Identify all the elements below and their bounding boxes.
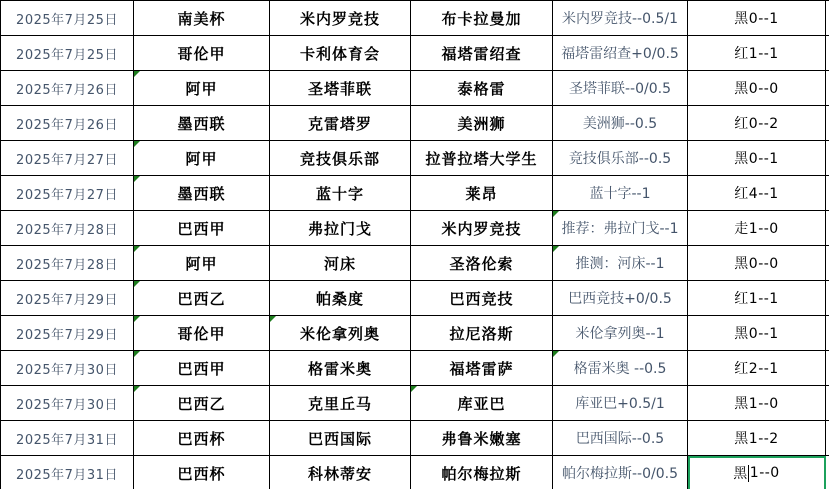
- cell-result[interactable]: 黑0--1: [688, 141, 826, 176]
- cell-flag-triangle-icon: [411, 386, 417, 392]
- cell-flag-triangle-icon: [134, 351, 140, 357]
- cell-date[interactable]: 2025年7月31日: [1, 456, 134, 489]
- cell-home[interactable]: 竞技俱乐部: [270, 141, 411, 176]
- cell-away[interactable]: 莱昂: [411, 176, 553, 211]
- result-text-before-cursor: 黑: [733, 466, 748, 482]
- cell-date[interactable]: 2025年7月30日: [1, 386, 134, 421]
- cell-away[interactable]: 福塔雷绍查: [411, 36, 553, 71]
- cell-home[interactable]: 帕桑度: [270, 281, 411, 316]
- cell-flag-triangle-icon: [553, 351, 559, 357]
- cell-home[interactable]: 巴西国际: [270, 421, 411, 456]
- cell-home[interactable]: 米伦拿列奥: [270, 316, 411, 351]
- cell-date[interactable]: 2025年7月25日: [1, 36, 134, 71]
- cell-result[interactable]: 黑0--1: [688, 1, 826, 36]
- cell-flag-triangle-icon: [134, 316, 140, 322]
- cell-away[interactable]: 美洲狮: [411, 106, 553, 141]
- cell-away[interactable]: 圣洛伦索: [411, 246, 553, 281]
- cell-date[interactable]: 2025年7月29日: [1, 316, 134, 351]
- cell-flag-triangle-icon: [134, 246, 140, 252]
- cell-league[interactable]: 阿甲: [134, 71, 270, 106]
- cell-away[interactable]: 帕尔梅拉斯: [411, 456, 553, 489]
- cell-result[interactable]: 黑1--0: [688, 386, 826, 421]
- cell-away[interactable]: 布卡拉曼加: [411, 1, 553, 36]
- cell-home[interactable]: 格雷米奥: [270, 351, 411, 386]
- cell-flag-triangle-icon: [134, 386, 140, 392]
- cell-league[interactable]: 墨西联: [134, 106, 270, 141]
- cell-league[interactable]: 哥伦甲: [134, 316, 270, 351]
- cell-away[interactable]: 拉普拉塔大学生: [411, 141, 553, 176]
- cell-prediction[interactable]: 库亚巴+0.5/1: [553, 386, 688, 421]
- cell-home[interactable]: 米内罗竞技: [270, 1, 411, 36]
- cell-prediction[interactable]: 蓝十字--1: [553, 176, 688, 211]
- cell-prediction[interactable]: 格雷米奥 --0.5: [553, 351, 688, 386]
- cell-away[interactable]: 泰格雷: [411, 71, 553, 106]
- cell-result[interactable]: 黑0--0: [688, 246, 826, 281]
- cell-result[interactable]: 走1--0: [688, 211, 826, 246]
- cell-prediction[interactable]: 福塔雷绍查+0/0.5: [553, 36, 688, 71]
- cell-result[interactable]: 红4--1: [688, 176, 826, 211]
- cell-prediction[interactable]: 巴西竞技+0/0.5: [553, 281, 688, 316]
- cell-league[interactable]: 巴西杯: [134, 421, 270, 456]
- cell-away[interactable]: 巴西竞技: [411, 281, 553, 316]
- cell-home[interactable]: 卡利体育会: [270, 36, 411, 71]
- cell-result[interactable]: 黑0--1: [688, 316, 826, 351]
- cell-league[interactable]: 阿甲: [134, 246, 270, 281]
- cell-result[interactable]: 红0--2: [688, 106, 826, 141]
- cell-prediction[interactable]: 美洲狮--0.5: [553, 106, 688, 141]
- cell-result[interactable]: 红2--1: [688, 351, 826, 386]
- cell-away[interactable]: 弗鲁米嫩塞: [411, 421, 553, 456]
- cell-prediction[interactable]: 圣塔菲联--0/0.5: [553, 71, 688, 106]
- cell-home[interactable]: 蓝十字: [270, 176, 411, 211]
- cell-away[interactable]: 福塔雷萨: [411, 351, 553, 386]
- cell-league[interactable]: 哥伦甲: [134, 36, 270, 71]
- cell-home[interactable]: 科林蒂安: [270, 456, 411, 489]
- result-text-after-cursor: 1--0: [749, 465, 780, 481]
- cell-flag-triangle-icon: [270, 316, 276, 322]
- cell-flag-triangle-icon: [134, 71, 140, 77]
- text-cursor: [748, 465, 749, 482]
- cell-prediction[interactable]: 推荐：弗拉门戈--1: [553, 211, 688, 246]
- cell-home[interactable]: 克里丘马: [270, 386, 411, 421]
- cell-date[interactable]: 2025年7月27日: [1, 141, 134, 176]
- cell-result[interactable]: 红1--1: [688, 36, 826, 71]
- cell-date[interactable]: 2025年7月25日: [1, 1, 134, 36]
- cell-home[interactable]: 河床: [270, 246, 411, 281]
- cell-date[interactable]: 2025年7月30日: [1, 351, 134, 386]
- cell-flag-triangle-icon: [553, 246, 559, 252]
- cell-date[interactable]: 2025年7月29日: [1, 281, 134, 316]
- cell-league[interactable]: 南美杯: [134, 1, 270, 36]
- cell-league[interactable]: 阿甲: [134, 141, 270, 176]
- cell-flag-triangle-icon: [134, 141, 140, 147]
- cell-away[interactable]: 拉尼洛斯: [411, 316, 553, 351]
- cell-date[interactable]: 2025年7月28日: [1, 246, 134, 281]
- cell-date[interactable]: 2025年7月28日: [1, 211, 134, 246]
- cell-prediction[interactable]: 帕尔梅拉斯--0/0.5: [553, 456, 688, 489]
- cell-league[interactable]: 巴西乙: [134, 281, 270, 316]
- cell-league[interactable]: 巴西杯: [134, 456, 270, 489]
- cell-league[interactable]: 巴西甲: [134, 351, 270, 386]
- cell-league[interactable]: 墨西联: [134, 176, 270, 211]
- cell-home[interactable]: 克雷塔罗: [270, 106, 411, 141]
- cell-flag-triangle-icon: [553, 211, 559, 217]
- cell-prediction[interactable]: 巴西国际--0.5: [553, 421, 688, 456]
- cell-result[interactable]: 红1--1: [688, 281, 826, 316]
- cell-result[interactable]: 黑1--2: [688, 421, 826, 456]
- cell-league[interactable]: 巴西甲: [134, 211, 270, 246]
- cell-date[interactable]: 2025年7月26日: [1, 106, 134, 141]
- cell-prediction[interactable]: 推测：河床--1: [553, 246, 688, 281]
- cell-prediction[interactable]: 米内罗竞技--0.5/1: [553, 1, 688, 36]
- cell-date[interactable]: 2025年7月27日: [1, 176, 134, 211]
- cell-flag-triangle-icon: [134, 281, 140, 287]
- cell-home[interactable]: 圣塔菲联: [270, 71, 411, 106]
- cell-prediction[interactable]: 米伦拿列奥--1: [553, 316, 688, 351]
- cell-home[interactable]: 弗拉门戈: [270, 211, 411, 246]
- cell-prediction[interactable]: 竞技俱乐部--0.5: [553, 141, 688, 176]
- cell-date[interactable]: 2025年7月31日: [1, 421, 134, 456]
- cell-flag-triangle-icon: [134, 176, 140, 182]
- cell-away[interactable]: 库亚巴: [411, 386, 553, 421]
- cell-league[interactable]: 巴西乙: [134, 386, 270, 421]
- cell-result[interactable]: 黑0--0: [688, 71, 826, 106]
- cell-result[interactable]: [688, 456, 826, 489]
- cell-away[interactable]: 米内罗竞技: [411, 211, 553, 246]
- cell-date[interactable]: 2025年7月26日: [1, 71, 134, 106]
